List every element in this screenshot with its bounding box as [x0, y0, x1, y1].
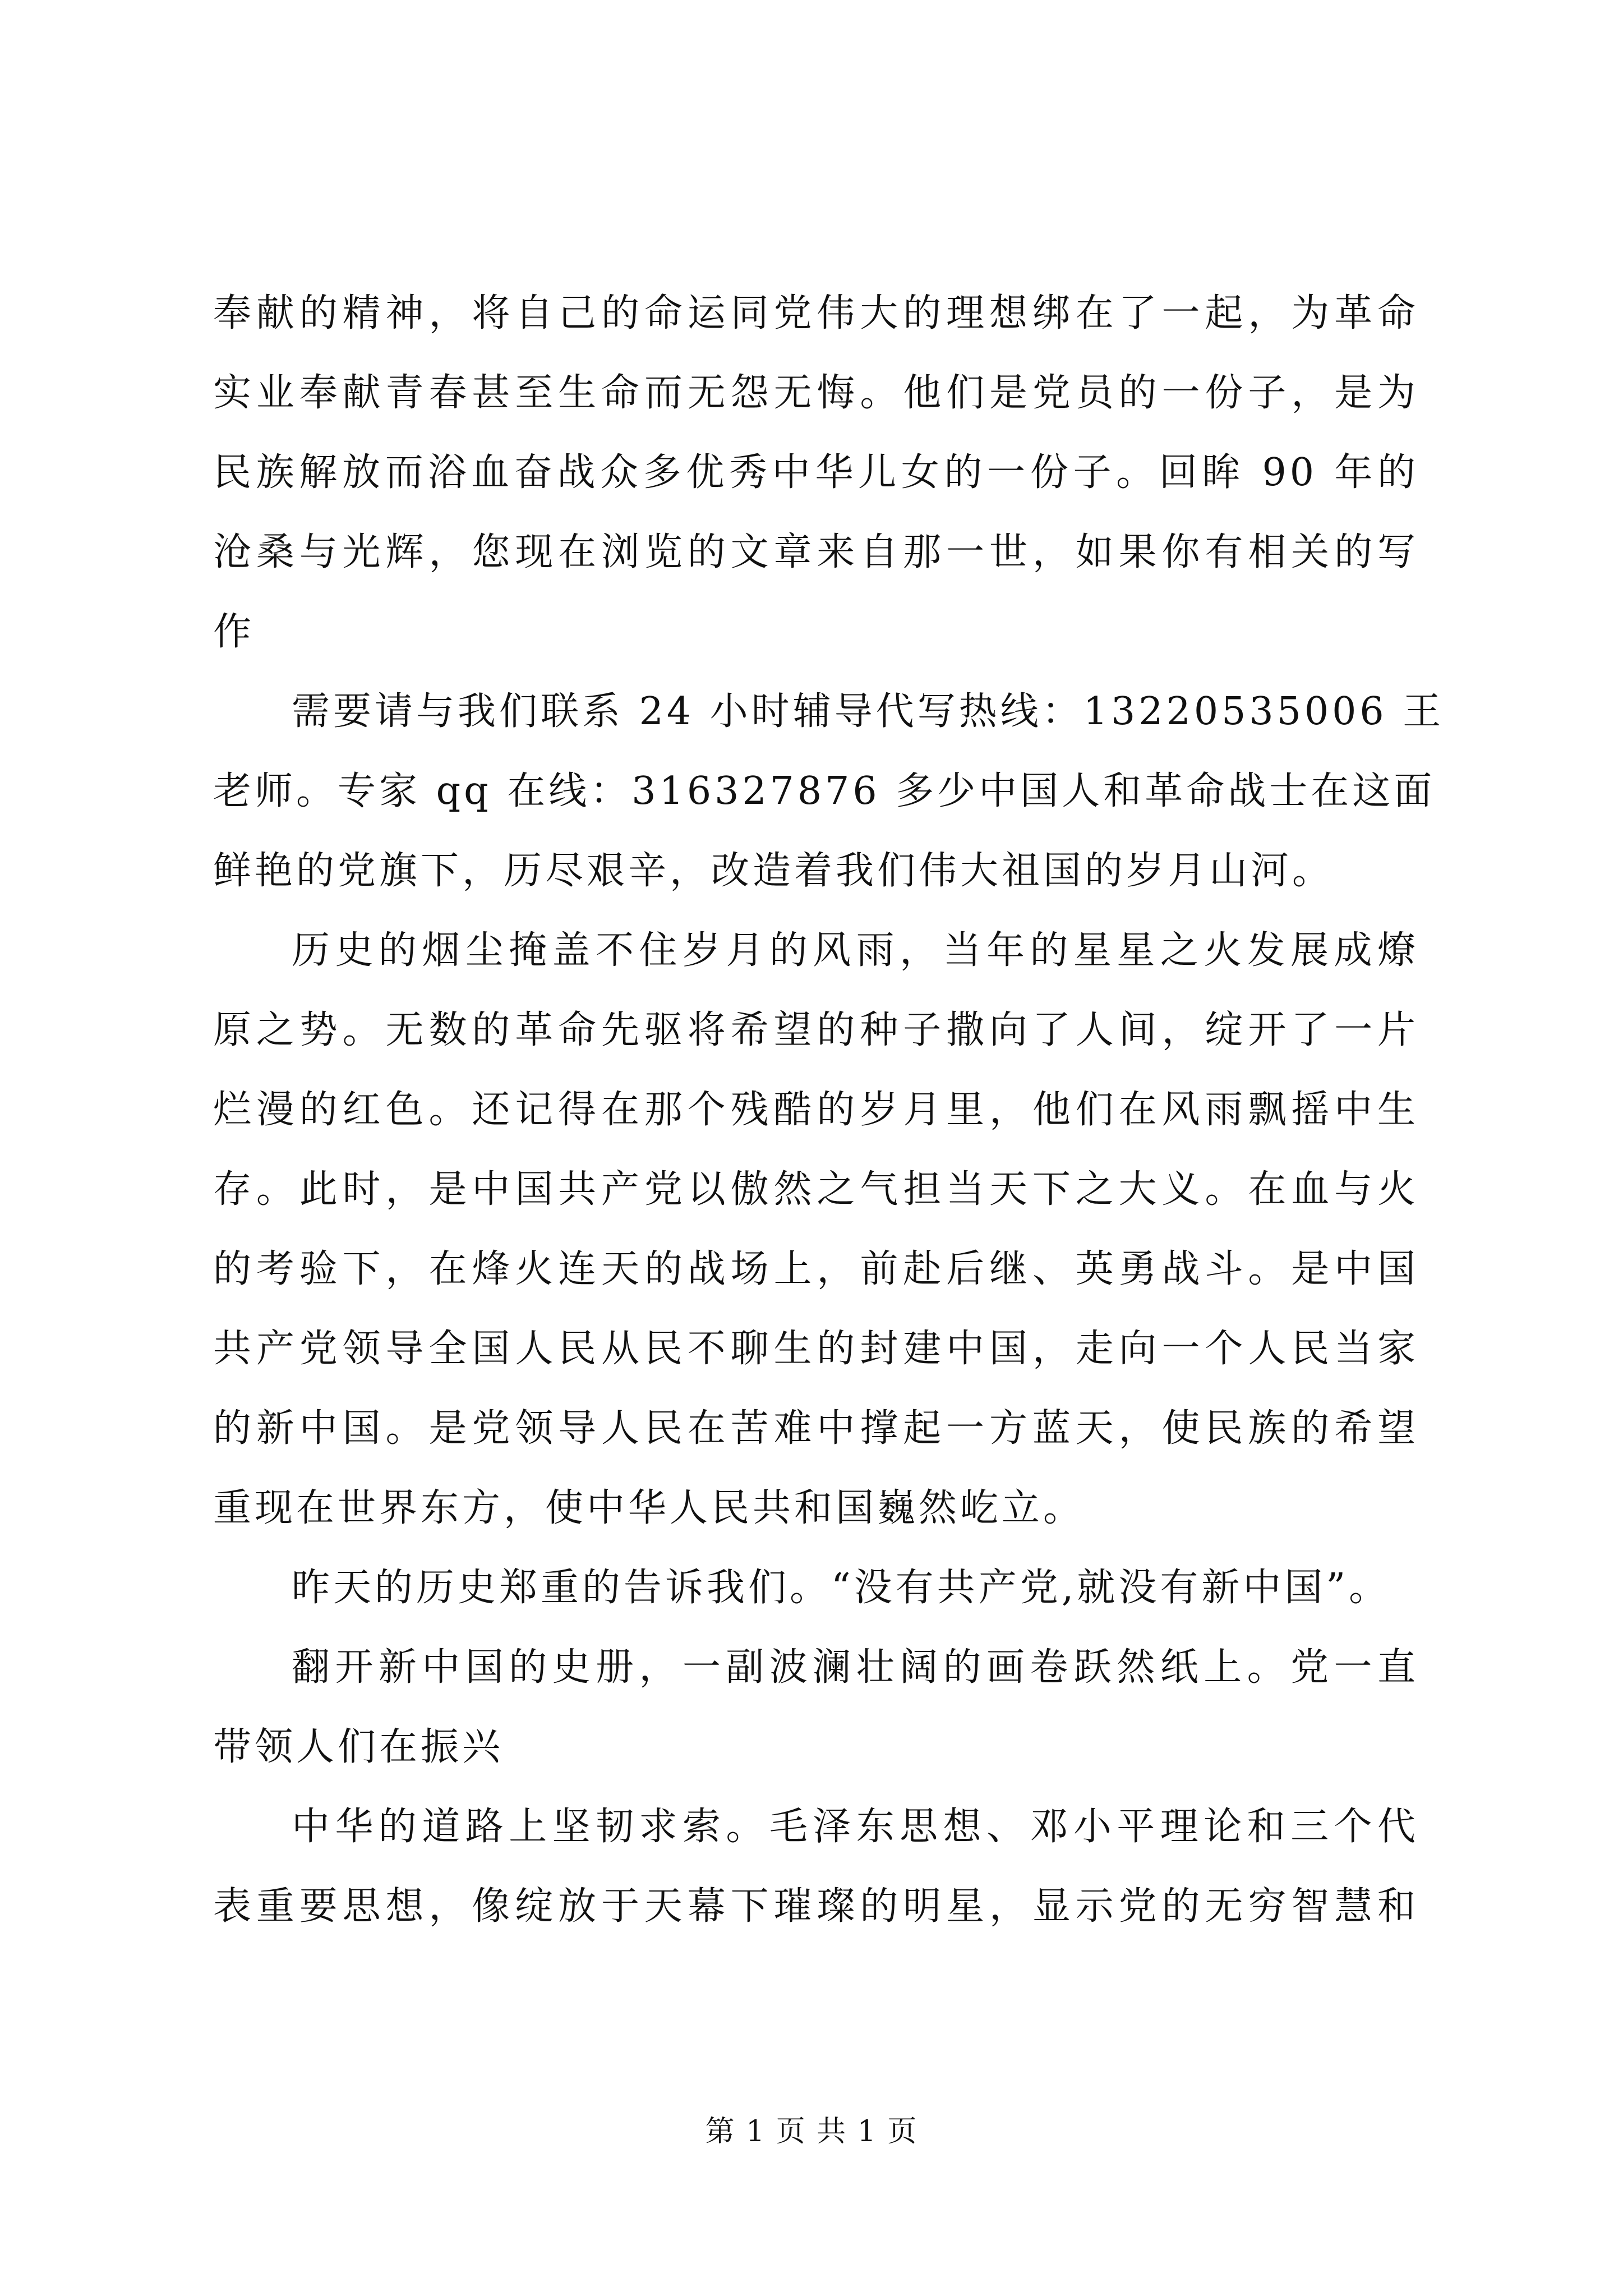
paragraph-first-line: 翻开新中国的史册，一副波澜壮阔的画卷跃然纸上。党一直 — [292, 1645, 1419, 1690]
text-line: 表重要思想，像绽放于天幕下璀璨的明星，显示党的无穷智慧和 — [213, 1884, 1419, 1929]
text-line: 存。此时，是中国共产党以傲然之气担当天下之大义。在血与火 — [213, 1167, 1419, 1212]
text-line: 实业奉献青春甚至生命而无怨无悔。他们是党员的一份子，是为 — [213, 371, 1419, 415]
document-body — [213, 291, 1445, 1964]
text-line: 带领人们在振兴 — [213, 1725, 504, 1769]
text-line: 原之势。无数的革命先驱将希望的种子撒向了人间，绽开了一片 — [213, 1008, 1419, 1052]
page-footer: 第 1 页 共 1 页 — [705, 2115, 918, 2148]
text-line: 的考验下，在烽火连天的战场上，前赴后继、英勇战斗。是中国 — [213, 1247, 1419, 1291]
text-line: 烂漫的红色。还记得在那个残酷的岁月里，他们在风雨飘摇中生 — [213, 1088, 1419, 1132]
paragraph-first-line: 昨天的历史郑重的告诉我们。“没有共产党,就没有新中国”。 — [292, 1566, 1391, 1610]
text-line: 奉献的精神，将自己的命运同党伟大的理想绑在了一起，为革命 — [213, 291, 1419, 335]
text-line: 鲜艳的党旗下，历尽艰辛，改造着我们伟大祖国的岁月山河。 — [213, 849, 1334, 893]
text-line: 沧桑与光辉，您现在浏览的文章来自那一世，如果你有相关的写 — [213, 530, 1419, 574]
text-line: 重现在世界东方，使中华人民共和国巍然屹立。 — [213, 1486, 1085, 1530]
text-line: 共产党领导全国人民从民不聊生的封建中国，走向一个人民当家 — [213, 1327, 1419, 1371]
text-line: 的新中国。是党领导人民在苦难中撑起一方蓝天，使民族的希望 — [213, 1406, 1419, 1451]
text-line: 民族解放而浴血奋战众多优秀中华儿女的一份子。回眸 90 年的 — [213, 450, 1419, 495]
text-line: 作 — [213, 610, 255, 654]
paragraph-first-line: 历史的烟尘掩盖不住岁月的风雨，当年的星星之火发展成燎 — [292, 928, 1419, 973]
paragraph-first-line: 需要请与我们联系 24 小时辅导代写热线：13220535006 王 — [292, 689, 1445, 734]
paragraph-first-line: 中华的道路上坚韧求索。毛泽东思想、邓小平理论和三个代 — [292, 1805, 1419, 1849]
text-line: 老师。专家 qq 在线：316327876 多少中国人和革命战士在这面 — [213, 769, 1436, 813]
